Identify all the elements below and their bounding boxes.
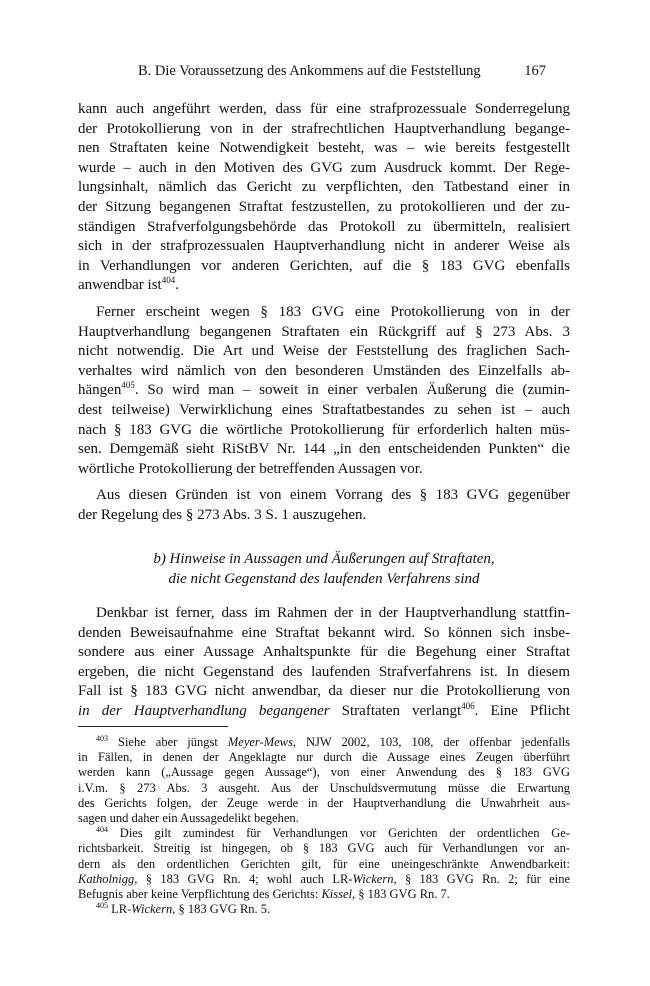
heading-line-1: b) Hinweise in Aussagen und Äußerungen auf Straftaten, bbox=[153, 551, 495, 567]
footnote-ref-406[interactable]: 406 bbox=[461, 700, 475, 711]
text-line: der Sitzung begangenen Straftat festzustellen, zu protokollieren und der zu- bbox=[78, 198, 570, 215]
text-line bbox=[78, 381, 570, 401]
page-number: 167 bbox=[524, 63, 546, 79]
text-line: sen. Demgemäß sieht RiStBV Nr. 144 „in den entscheidenden Punkten“ die bbox=[78, 441, 570, 458]
paragraph-2 bbox=[78, 303, 570, 479]
footnote-line: dern als den ordentlichen Gerichten gilt, für eine uneingeschränkte Anwendbarkeit: bbox=[78, 856, 570, 871]
text-span: hängen bbox=[78, 382, 122, 399]
author-name: Meyer-Mews bbox=[227, 735, 293, 749]
text-span: , § 183 GVG Rn. 5. bbox=[172, 902, 271, 917]
author-name: Kissel bbox=[321, 887, 353, 902]
footnotes bbox=[78, 735, 570, 917]
footnote-line: i.V.m. § 273 Abs. 3 ausgeht. Aus der Unschuldsvermutung müsse die Erwartung bbox=[78, 780, 570, 795]
footnote-ref-405[interactable]: 405 bbox=[121, 380, 135, 391]
text-span: Dies gilt zumindest für Verhandlungen vor Gerichten der ordentlichen Ge- bbox=[108, 826, 570, 841]
footnote-line bbox=[78, 826, 570, 841]
text-span: , § 183 GVG Rn. 7. bbox=[352, 887, 450, 902]
text-span: . So wird man – soweit in einer verbalen Äußerung die (zumin- bbox=[134, 382, 570, 399]
footnote-number: 404 bbox=[96, 825, 108, 835]
text-line: denden Beweisaufnahme eine Straftat bekannt wird. So können sich insbe- bbox=[78, 624, 570, 641]
text-span: . Eine Pflicht bbox=[474, 702, 570, 719]
text-span: anwendbar ist bbox=[78, 277, 162, 294]
footnote-line: in Fällen, in denen der Angeklagte nur durch die Aussage eines Zeugen überführt bbox=[78, 750, 570, 765]
text-line: sondere aus einer Aussage Anhaltspunkte für die Begehung einer Straftat bbox=[78, 644, 570, 661]
footnote-403 bbox=[78, 735, 570, 826]
text-line: in Verhandlungen vor anderen Gerichten, auf die § 183 GVG ebenfalls bbox=[78, 257, 570, 274]
footnote-line bbox=[78, 872, 570, 887]
text-span: Siehe aber jüngst bbox=[108, 735, 228, 749]
footnote-line bbox=[78, 735, 570, 750]
footnote-405 bbox=[78, 902, 570, 917]
text-line: kann auch angeführt werden, dass für eine strafprozessuale Sonderregelung bbox=[78, 101, 570, 117]
text-line: sich in der strafprozessualen Hauptverhandlung nicht in anderer Weise als bbox=[78, 238, 570, 255]
paragraph-3 bbox=[78, 486, 570, 525]
text-line: Aus diesen Gründen ist von einem Vorrang des § 183 GVG gegenüber bbox=[96, 487, 570, 504]
text-line bbox=[78, 702, 570, 722]
text-line: dest teilweise) Verwirklichung eines Straftatbestandes zu sehen ist – auch bbox=[78, 401, 570, 418]
footnote-line: richtsbarkeit. Streitig ist hingegen, ob § 183 GVG auch für Verhandlungen vor an- bbox=[78, 841, 570, 856]
footnote-404 bbox=[78, 826, 570, 902]
section-heading bbox=[78, 550, 570, 589]
footnote-line: werden kann („Aussage gegen Aussage“), von einer Anwendung des § 183 GVG bbox=[78, 765, 570, 780]
text-line: Ferner erscheint wegen § 183 GVG eine Protokollierung von in der bbox=[96, 303, 570, 320]
text-line: ständigen Strafverfolgungsbehörde das Protokoll zu übermitteln, realisiert bbox=[78, 218, 570, 235]
text-line: Fall ist § 183 GVG nicht anwendbar, da dieser nur die Protokollierung von bbox=[78, 683, 570, 700]
footnote-line bbox=[78, 887, 570, 902]
footnote-ref-404[interactable]: 404 bbox=[161, 275, 176, 286]
text-span: , § 183 GVG Rn. 4; wohl auch LR- bbox=[134, 871, 353, 886]
author-name: Wickern bbox=[352, 871, 394, 886]
paragraph-1 bbox=[78, 100, 570, 296]
text-span: Befugnis aber keine Verpflichtung des Gerichts: bbox=[78, 887, 322, 902]
author-name: Wickern bbox=[131, 902, 173, 917]
text-line: Hauptverhandlung begangenen Straftaten ein Rückgriff auf § 273 Abs. 3 bbox=[78, 323, 570, 340]
text-span: , NJW 2002, 103, 108, der offenbar jedenfalls bbox=[292, 735, 571, 749]
body-text bbox=[78, 100, 570, 525]
footnote-line: sagen und daher ein Aussagedelikt begehen. bbox=[78, 811, 299, 826]
text-line: wurde – auch in den Motiven des GVG zum Ausdruck kommt. Der Rege- bbox=[78, 159, 570, 176]
author-name: Katholnigg bbox=[78, 871, 135, 886]
text-line: lungsinhalt, nämlich das Gericht zu verpflichten, den Tatbestand einer in bbox=[78, 179, 570, 196]
text-line: anwendbar ist$^{404}$. bbox=[78, 275, 179, 294]
footnote-separator bbox=[78, 726, 228, 727]
text-line: wörtliche Protokollierung der betreffenden Aussagen vor. bbox=[78, 460, 423, 477]
footnote-line bbox=[78, 902, 570, 917]
heading-line-2: die nicht Gegenstand des laufenden Verfahrens sind bbox=[168, 570, 480, 587]
text-line: ergeben, die nicht Gegenstand des laufenden Strafverfahrens ist. In diesem bbox=[78, 663, 570, 680]
paragraph-4 bbox=[78, 604, 570, 722]
text-line: der Regelung des § 273 Abs. 3 S. 1 auszugehen. bbox=[78, 506, 367, 523]
running-head-title: B. Die Voraussetzung des Ankommens auf die Feststellung bbox=[138, 63, 481, 79]
text-line: verhaltes wird nämlich von den besonderen Umständen des Einzelfalls ab- bbox=[78, 362, 570, 379]
text-span: Straftaten verlangt bbox=[329, 702, 462, 719]
text-line: der Protokollierung von in der strafrechtlichen Hauptverhandlung begange- bbox=[78, 120, 570, 137]
footnote-line: des Gerichts folgen, der Zeuge werde in der Hauptverhandlung die Unwahrheit aus- bbox=[78, 795, 570, 810]
emphasis-text: in der Hauptverhandlung begangener bbox=[78, 702, 330, 719]
text-line: nicht notwendig. Die Art und Weise der Feststellung des fraglichen Sach- bbox=[78, 343, 570, 360]
text-line: nen Straftaten keine Notwendigkeit besteht, was – wie bereits festgestellt bbox=[78, 140, 570, 157]
text-line: Denkbar ist ferner, dass im Rahmen der in der Hauptverhandlung stattfin- bbox=[96, 605, 570, 621]
text-span: LR- bbox=[108, 902, 132, 917]
text-span: , § 183 GVG Rn. 2; für eine bbox=[393, 871, 570, 886]
footnote-number: 405 bbox=[96, 901, 108, 911]
footnote-number: 403 bbox=[96, 733, 108, 743]
text-line: nach § 183 GVG die wörtliche Protokollierung für erforderlich halten müs- bbox=[78, 421, 570, 438]
